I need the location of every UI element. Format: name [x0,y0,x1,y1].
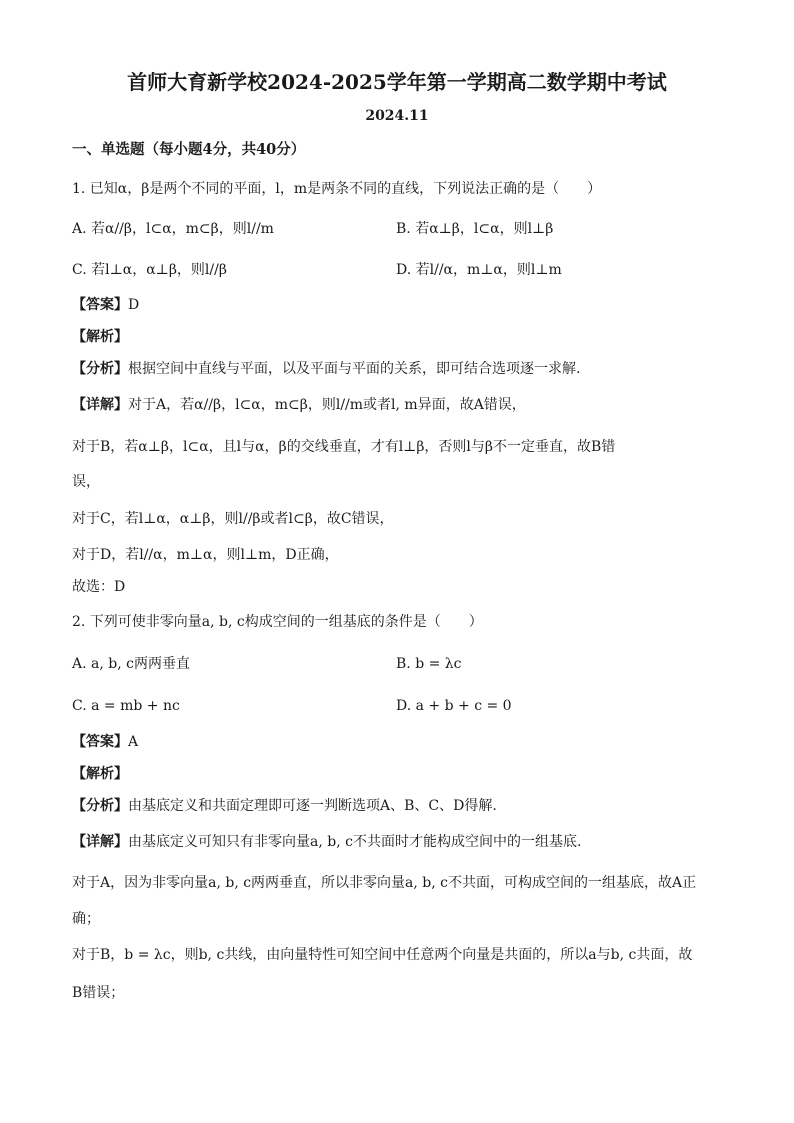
q2-jiexi-tag: 【解析】 [72,766,128,782]
q1-detail-b-line1: 对于B，若α⊥β，l⊂α，且l与α，β的交线垂直，才有l⊥β，否则l与β不一定垂直，故B错 [72,439,616,455]
q1-analysis [72,360,580,378]
q1-detail-d: 对于D，若l//α，m⊥α，则l⊥m，D正确， [72,547,339,563]
q2-detail-b-line1: 对于B，b = λc，则b, c共线，由向量特性可知空间中任意两个向量是共面的，所以a与b, c共面，故 [72,947,693,963]
answer-value: A [128,734,139,750]
q1-choose: 故选：D [72,579,126,595]
section-heading: 一、单选题（每小题4分，共40分） [72,141,306,158]
q2-stem: 2. 下列可使非零向量a, b, c构成空间的一组基底的条件是（ ） [72,614,483,630]
detail-tag: 【详解】 [72,397,128,413]
q1-detail-c: 对于C，若l⊥α，α⊥β，则l//β或者l⊂β，故C错误， [72,511,394,527]
page-title: 首师大育新学校2024-2025学年第一学期高二数学期中考试 [127,70,667,94]
analysis-text: 根据空间中直线与平面，以及平面与平面的关系，即可结合选项逐一求解. [128,361,581,377]
exam-date: 2024.11 [365,108,429,124]
q1-detail-b-line2: 误， [72,474,100,490]
detail-text: 对于A，若α//β，l⊂α，m⊂β，则l//m或者l, m异面，故A错误， [128,397,526,413]
analysis-tag: 【分析】 [72,361,128,377]
q1-answer [72,296,139,314]
q2-detail-intro [72,833,581,851]
answer-tag: 【答案】 [72,297,128,313]
q2-option-c: C. a = mb + nc [72,698,180,714]
q2-option-d: D. a + b + c = 0 [396,698,512,714]
q1-option-b: B. 若α⊥β，l⊂α，则l⊥β [396,221,554,237]
q1-detail-a [72,396,526,414]
q2-analysis [72,797,497,815]
q1-option-a: A. 若α//β，l⊂α，m⊂β，则l//m [72,221,274,237]
analysis-tag: 【分析】 [72,798,128,814]
q2-option-b: B. b = λc [396,656,462,672]
q2-detail-a-line1: 对于A，因为非零向量a, b, c两两垂直，所以非零向量a, b, c不共面，可构成空间的一组基底，故A正 [72,875,697,891]
q1-stem: 1. 已知α，β是两个不同的平面，l，m是两条不同的直线，下列说法正确的是（ ） [72,181,602,197]
q1-jiexi-tag: 【解析】 [72,329,128,345]
analysis-text: 由基底定义和共面定理即可逐一判断选项A、B、C、D得解. [128,798,497,814]
q2-detail-b-line2: B错误； [72,985,125,1001]
q2-option-a: A. a, b, c两两垂直 [72,656,190,672]
q1-option-c: C. 若l⊥α，α⊥β，则l//β [72,262,227,278]
detail-tag: 【详解】 [72,834,128,850]
answer-tag: 【答案】 [72,734,128,750]
answer-value: D [128,297,140,313]
q1-option-d: D. 若l//α，m⊥α，则l⊥m [396,262,562,278]
detail-text: 由基底定义可知只有非零向量a, b, c不共面时才能构成空间中的一组基底. [128,834,582,850]
q2-answer [72,733,138,751]
q2-detail-a-line2: 确； [72,911,100,927]
